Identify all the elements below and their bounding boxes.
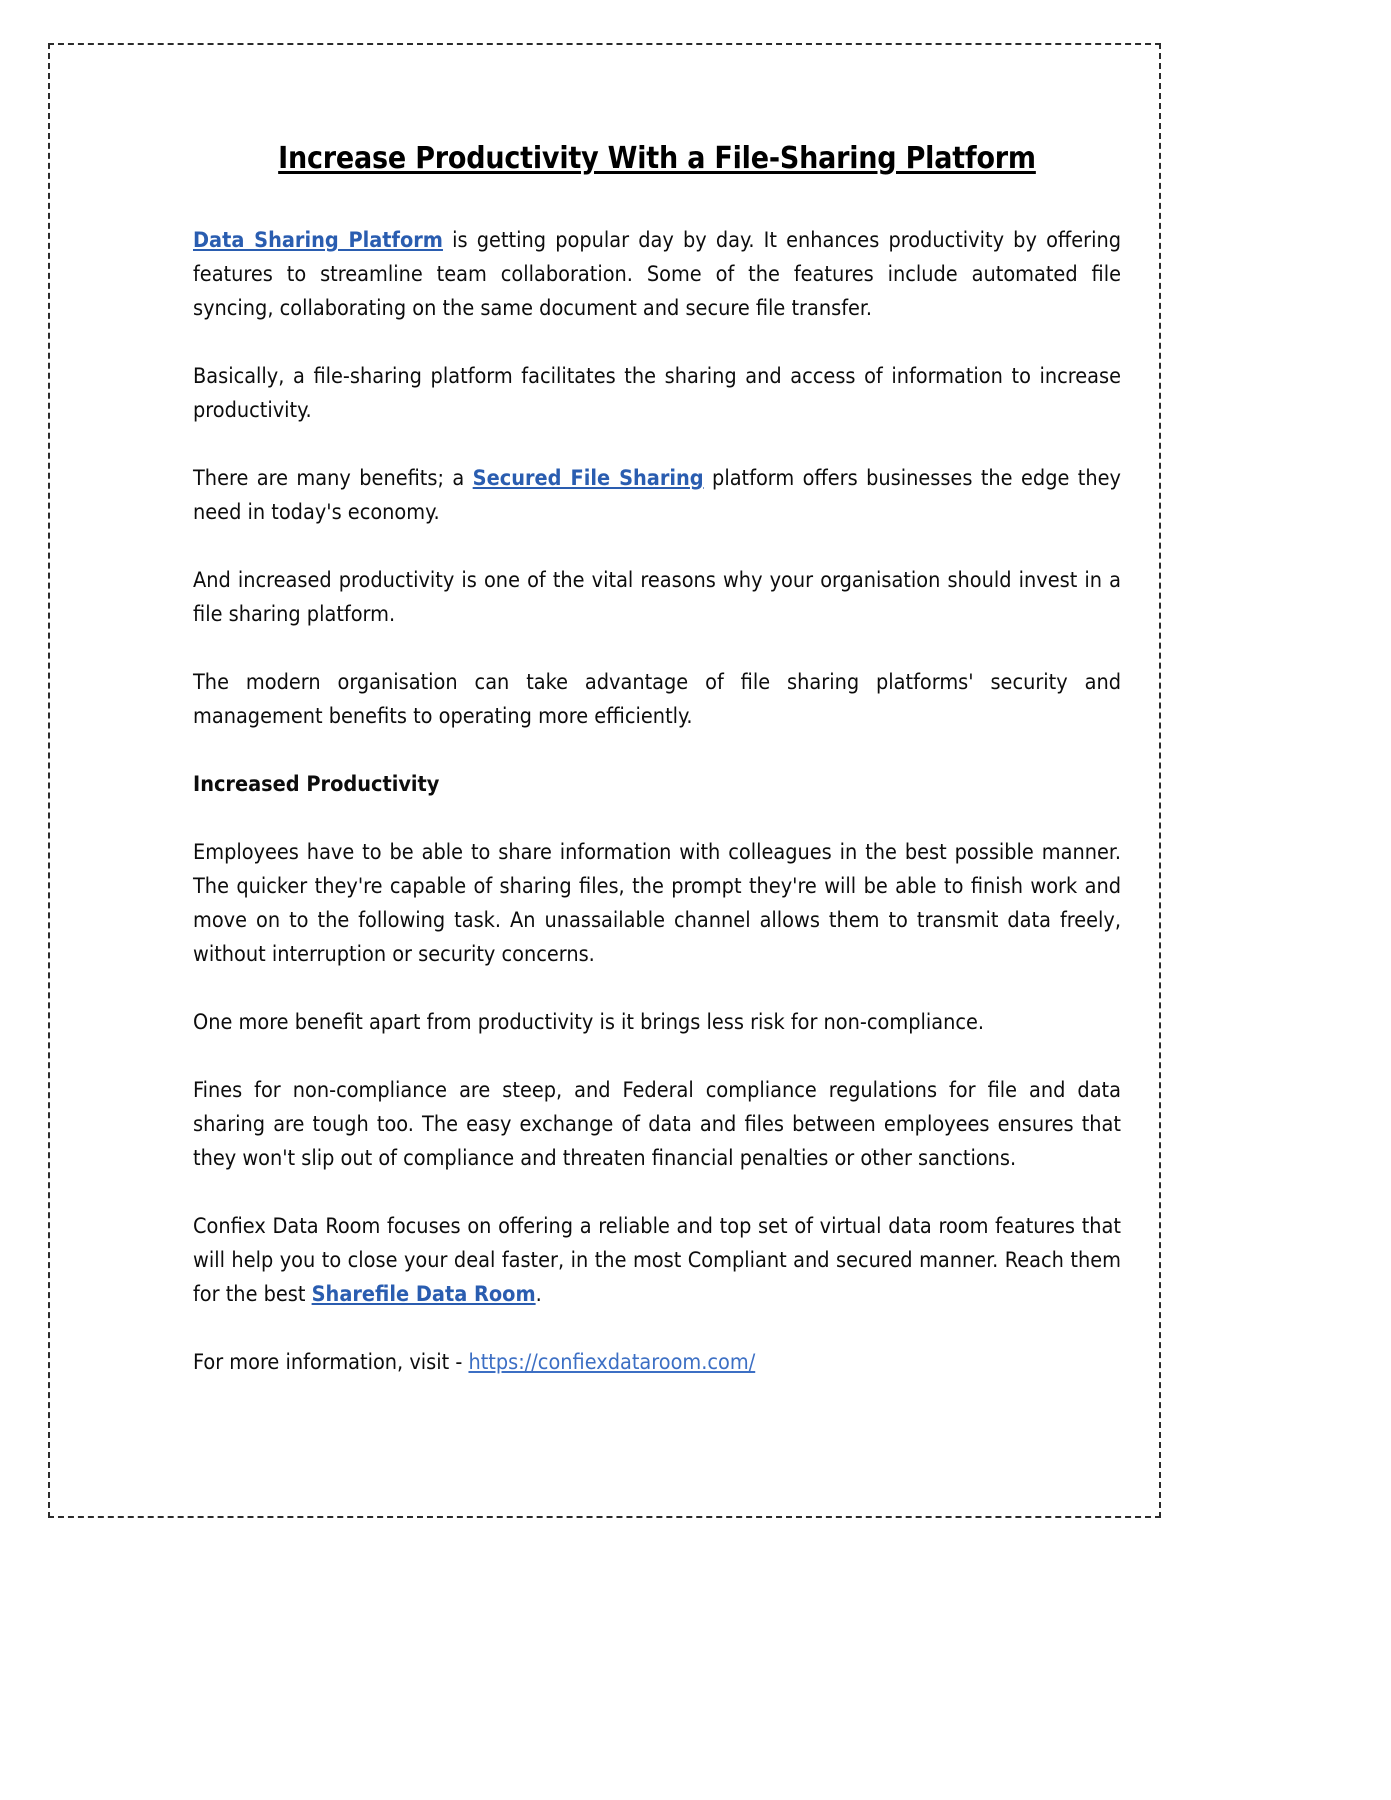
document-content (193, 141, 1121, 1380)
spacer (193, 177, 1121, 224)
paragraph-1-text: is getting popular day by day. It enhances productivity by offering features to streamline team collaboration. Some of the features include automated file syncing, collaborating on the same document and secure file transfer. (193, 228, 1122, 321)
spacer (193, 734, 1121, 768)
paragraph-9 (193, 1210, 1121, 1312)
paragraph-5 (193, 666, 1121, 734)
spacer (193, 530, 1121, 564)
link-secured-file-sharing[interactable]: Secured File Sharing (472, 466, 704, 491)
section-heading-text: Increased Productivity (193, 772, 440, 797)
paragraph-2-text: Basically, a file-sharing platform facilitates the sharing and access of information to increase productivity. (193, 364, 1121, 423)
spacer (193, 632, 1121, 666)
link-data-sharing-platform[interactable]: Data Sharing Platform (193, 228, 443, 253)
spacer (193, 802, 1121, 836)
spacer (193, 428, 1121, 462)
paragraph-10 (193, 1346, 1121, 1380)
paragraph-5-text: The modern organisation can take advantage of file sharing platforms' security and management benefits to operating more efficiently. (193, 670, 1121, 729)
paragraph-7 (193, 1006, 1121, 1040)
spacer (193, 1176, 1121, 1210)
paragraph-3-text-before: There are many benefits; a (193, 466, 473, 491)
spacer (193, 1312, 1121, 1346)
page-border-frame (48, 43, 1161, 1518)
paragraph-4 (193, 564, 1121, 632)
paragraph-10-text: For more information, visit - (193, 1350, 469, 1375)
page-title-text: Increase Productivity With a File-Sharing Platform (278, 141, 1036, 176)
paragraph-2 (193, 360, 1121, 428)
paragraph-3 (193, 462, 1121, 530)
paragraph-7-text: One more benefit apart from productivity is it brings less risk for non-compliance. (193, 1010, 985, 1035)
paragraph-9-text-after: . (535, 1282, 542, 1307)
paragraph-8-text: Fines for non-compliance are steep, and Federal compliance regulations for file and data sharing are tough too. The easy exchange of data and files between employees ensures that they won't slip out of compliance and threaten financial penalties or other sanctions. (193, 1078, 1121, 1171)
spacer (193, 1040, 1121, 1074)
section-heading-increased-productivity (193, 768, 1121, 802)
paragraph-9-text-before: Confiex Data Room focuses on offering a reliable and top set of virtual data room features that will help you to close your deal faster, in the most Compliant and secured manner. Reach them for the best (193, 1214, 1121, 1307)
link-website-url[interactable]: https://confiexdataroom.com/ (468, 1350, 756, 1375)
spacer (193, 326, 1121, 360)
paragraph-8 (193, 1074, 1121, 1176)
page-title (193, 141, 1121, 177)
paragraph-1 (193, 224, 1121, 326)
link-sharefile-data-room[interactable]: Sharefile Data Room (311, 1282, 536, 1307)
paragraph-4-text: And increased productivity is one of the vital reasons why your organisation should invest in a file sharing platform. (193, 568, 1121, 627)
paragraph-6 (193, 836, 1121, 972)
spacer (193, 972, 1121, 1006)
paragraph-6-text: Employees have to be able to share information with colleagues in the best possible manner. The quicker they're capable of sharing files, the prompt they're will be able to finish work and move on to the following task. An unassailable channel allows them to transmit data freely, without interruption or security concerns. (193, 840, 1121, 967)
paragraph-3-text-after: platform offers businesses the edge they need in today's economy. (193, 466, 1121, 525)
